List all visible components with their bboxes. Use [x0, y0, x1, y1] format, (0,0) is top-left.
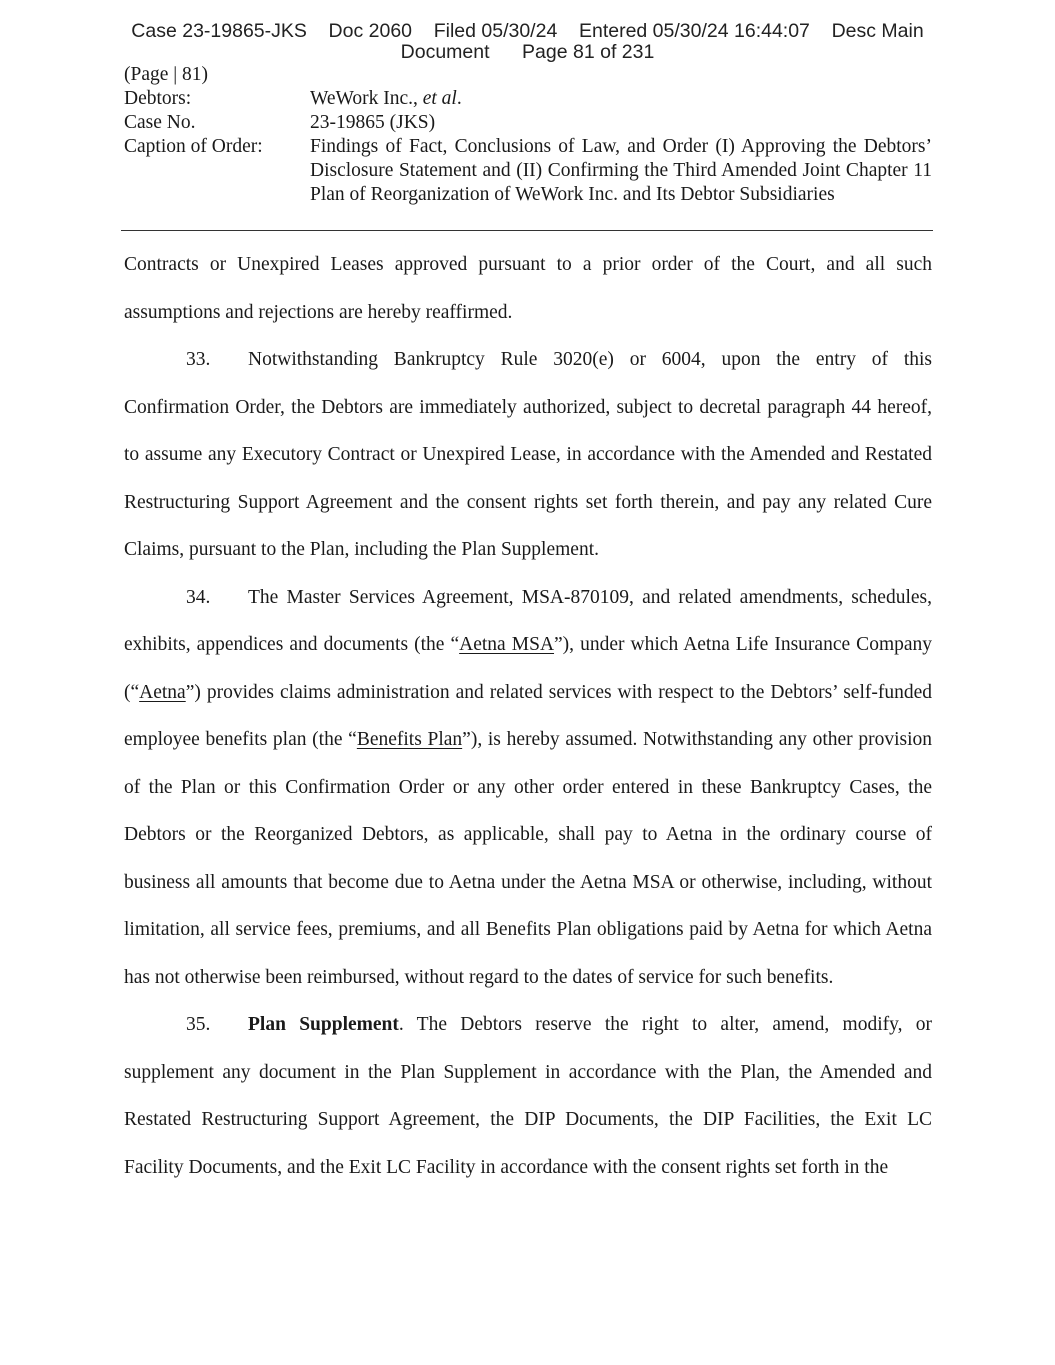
case-caption-block — [124, 63, 932, 207]
ecf-header-line-1: Case 23-19865-JKS Doc 2060 Filed 05/30/24 Entered 05/30/24 16:44:07 Desc Main — [131, 20, 924, 42]
paragraph-text-part-1: The Master Services Agreement, MSA-870109, and related amendments, schedules, exhibits, appendices and documents (the “ — [124, 586, 932, 655]
paragraph-number: 35. — [186, 1014, 211, 1035]
defined-term-aetna: Aetna — [139, 681, 186, 703]
debtors-label: Debtors: — [124, 88, 192, 109]
carryover-paragraph: Contracts or Unexpired Leases approved pursuant to a prior order of the Court, and all such assumptions and rejections are hereby reaffirmed. — [124, 254, 932, 323]
caption-of-order-label: Caption of Order: — [124, 136, 263, 157]
debtors-value — [310, 87, 932, 111]
caption-divider — [121, 230, 933, 231]
page-reference-row — [124, 63, 932, 87]
debtors-period: . — [456, 88, 462, 109]
caption-of-order-value: Findings of Fact, Conclusions of Law, and Order (I) Approving the Debtors’ Disclosure Statement and (II) Confirming the Third Amended Joint Chapter 11 Plan of Reorganization of WeWork Inc. and Its Debtor Subsidiaries — [310, 136, 932, 205]
debtors-name: WeWork Inc., — [310, 88, 423, 109]
ecf-header-line-2: Document Page 81 of 231 — [400, 41, 655, 63]
debtors-et-al: et al — [422, 88, 457, 109]
heading-period: . — [398, 1014, 404, 1035]
paragraph-text: Notwithstanding Bankruptcy Rule 3020(e) or 6004, upon the entry of this Confirmation Order, the Debtors are immediately authorized, subject to decretal paragraph 44 hereof, to assume any Executory Contract or Unexpired Lease, in accordance with the Amended and Restated Restructuring Support Agreement and the consent rights set forth therein, and pay any related Cure Claims, pursuant to the Plan, including the Plan Supplement. — [124, 349, 932, 560]
paragraph-35 — [124, 1001, 932, 1191]
document-body — [124, 241, 932, 1191]
page-reference: (Page | 81) — [124, 64, 209, 85]
paragraph-33 — [124, 336, 932, 574]
paragraph-text-part-3: ”) provides claims administration and related services with respect to the Debtors’ self-funded employee benefits plan (the “ — [124, 681, 932, 750]
paragraph-number: 33. — [186, 349, 211, 370]
case-number-label: Case No. — [124, 112, 196, 133]
caption-of-order-row — [124, 135, 932, 207]
defined-term-aetna-msa: Aetna MSA — [459, 634, 555, 655]
paragraph-text-part-4: ”), is hereby assumed. Notwithstanding any other provision of the Plan or this Confirmation Order or any other order entered in these Bankruptcy Cases, the Debtors or the Reorganized Debtors, as applicable, shall pay to Aetna in the ordinary course of business all amounts that become due to Aetna under the Aetna MSA or otherwise, including, without limitation, all service fees, premiums, and all Benefits Plan obligations paid by Aetna for which Aetna has not otherwise been reimbursed, without regard to the dates of service for such benefits. — [124, 729, 932, 988]
defined-term-benefits-plan: Benefits Plan — [356, 729, 463, 750]
paragraph-text-part-2: ”), under which Aetna Life Insurance Company (“ — [124, 634, 933, 703]
case-number-row — [124, 111, 932, 135]
paragraph-text: The Debtors reserve the right to alter, amend, modify, or supplement any document in the Plan Supplement in accordance with the Plan, the Amended and Restated Restructuring Support Agreement, the DIP Documents, the DIP Facilities, the Exit LC Facility Documents, and the Exit LC Facility in accordance with the consent rights set forth in the — [124, 1014, 932, 1178]
section-heading-plan-supplement: Plan Supplement — [248, 1014, 399, 1035]
case-number-value: 23-19865 (JKS) — [310, 112, 436, 133]
paragraph-number: 34. — [186, 586, 211, 608]
debtors-row — [124, 87, 932, 111]
paragraph-34 — [124, 574, 932, 1002]
